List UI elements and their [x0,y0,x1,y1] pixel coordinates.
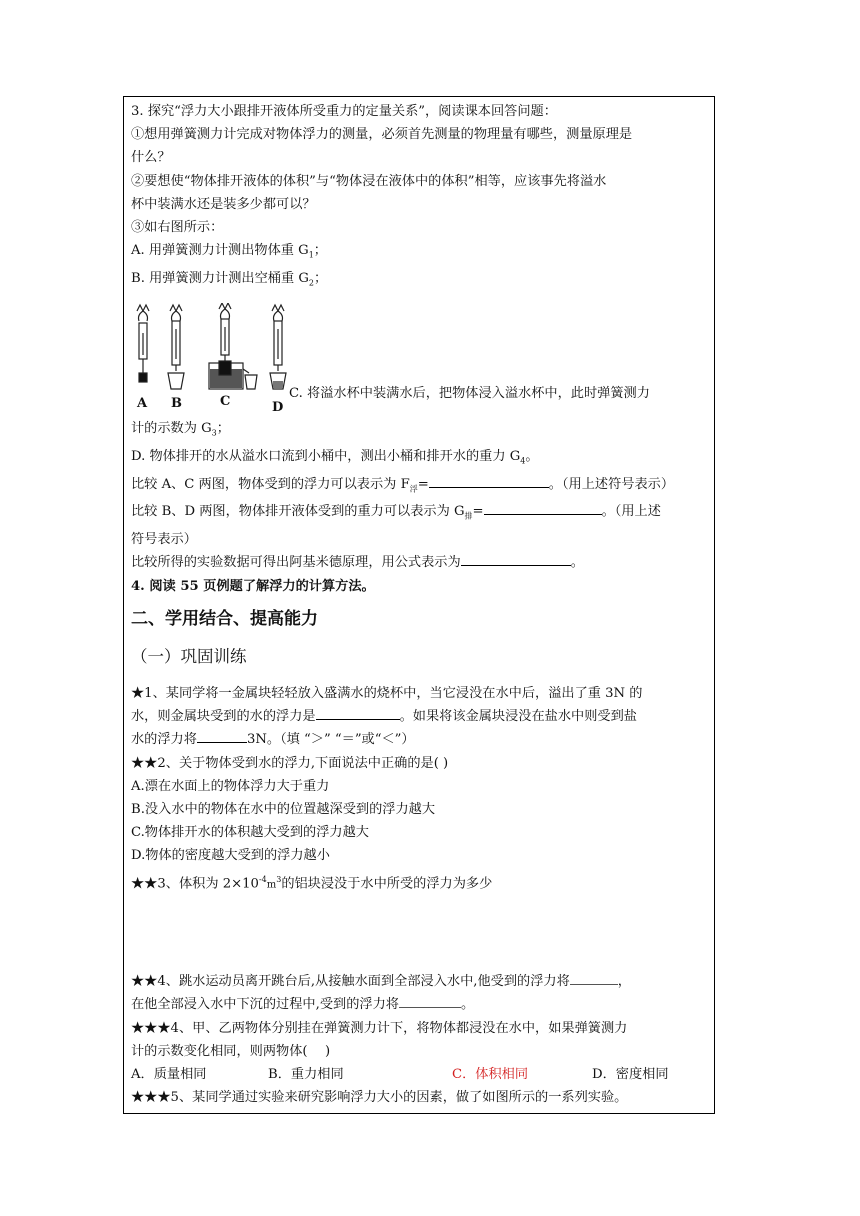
compare-bd-line2: 符号表示） [131,532,197,548]
archimedes-formula: 比较所得的实验数据可得出阿基米德原理，用公式表示为 。 [131,551,713,574]
answer-blank-buoyancy[interactable] [429,473,549,488]
experiment-figure [131,303,291,413]
experiment-figure-row [131,303,713,413]
answer-blank-e4-b[interactable] [399,993,461,1008]
q2-line1: ②要想使“物体排开液体的体积”与“物体浸在液体中的体积”相等，应该事先将溢水 [131,173,607,189]
fig-label-b: B [171,395,182,411]
exercise-5-option-d: D．密度相同 [592,1066,669,1082]
compare-ac: 比较 A、C 两图，物体受到的浮力可以表示为 $F_浮=$ 。（用上述符号表示） [131,473,713,501]
fig-label-a: A [137,395,148,411]
exercise-4-line1: ★★4、跳水运动员离开跳台后,从接触水面到全部浸入水中,他受到的浮力将 ， [131,970,713,993]
exercise-1-line2: 水，则金属块受到的水的浮力是 。如果将该金属块浸没在盐水中则受到盐 [131,705,713,728]
exercise-5-option-c: C．体积相同 [452,1066,529,1082]
step-b: B. 用弹簧测力计测出空桶重 $G_2$； [131,271,328,288]
exercise-2-option-b: B.没入水中的物体在水中的位置越深受到的浮力越大 [131,801,436,817]
section3-title: 3. 探究“浮力大小跟排开液体所受重力的定量关系”，阅读课本回答问题： [131,104,557,119]
exercise-2-option-a: A.漂在水面上的物体浮力大于重力 [131,778,330,794]
answer-blank-e4-a[interactable] [570,970,618,985]
worksheet-content [131,100,713,1109]
step-c-line2: 计的示数为 $G_3$； [131,420,230,438]
subsection-heading: （一）巩固训练 [131,646,247,666]
exercise-4-line2: 在他全部浸入水中下沉的过程中,受到的浮力将 。 [131,993,713,1016]
exercise-1-line1: ★1、某同学将一金属块轻轻放入盛满水的烧杯中，当它浸没在水中后，溢出了重 3N 的 [131,685,643,701]
exercise-5-option-a: A．质量相同 [131,1066,207,1082]
exercise-6: ★★★5、某同学通过实验来研究影响浮力大小的因素，做了如图所示的一系列实验。 [131,1090,628,1106]
answer-blank-formula[interactable] [461,551,571,566]
q2-line2: 杯中装满水还是装多少都可以？ [131,196,316,212]
step-c-line1: C. 将溢水杯中装满水后，把物体浸入溢水杯中，此时弹簧测力 [289,385,650,401]
item-4: 4. 阅读 55 页例题了解浮力的计算方法。 [131,578,375,594]
exercise-5-line1: ★★★4、甲、乙两物体分别挂在弹簧测力计下，将物体都浸没在水中，如果弹簧测力 [131,1020,628,1036]
exercise-2-option-d: D.物体的密度越大受到的浮力越小 [131,848,330,864]
q3-intro: ③如右图所示： [131,220,224,236]
q1-line1: ①想用弹簧测力计完成对物体浮力的测量，必须首先测量的物理量有哪些，测量原理是 [131,127,633,143]
step-d: D. 物体排开的水从溢水口流到小桶中，测出小桶和排开水的重力 $G_4$。 [131,448,539,466]
section-heading-2: 二、学用结合、提高能力 [131,608,318,629]
exercise-5-options [131,1063,713,1086]
exercise-2: ★★2、关于物体受到水的浮力,下面说法中正确的是( ) [131,755,449,771]
step-a: A. 用弹簧测力计测出物体重 $G_1$； [131,243,327,260]
exercise-1-line3: 水的浮力将 3N。（填 “＞” “＝”或“＜”） [131,728,713,751]
exercise-5-option-b: B．重力相同 [268,1066,344,1082]
exercise-2-option-c: C.物体排开水的体积越大受到的浮力越大 [131,825,369,841]
answer-blank-displaced-weight[interactable] [484,500,602,515]
exercise-3: ★★3、体积为 $2\times 10^{-4}m^3$的铝块浸没于水中所受的浮力为多少 [131,874,493,891]
answer-blank-e1-compare[interactable] [197,728,247,743]
exercise-5-line2: 计的示数变化相同，则两物体( ) [131,1043,331,1059]
fig-label-c: C [220,393,231,409]
compare-bd: 比较 B、D 两图，物体排开液体受到的重力可以表示为 $G_排=$ 。（用上述 [131,500,713,528]
exercise-3-answer-space[interactable] [131,896,713,970]
answer-blank-e1-force[interactable] [316,705,400,720]
q1-line2: 什么？ [131,150,171,166]
fig-label-d: D [272,399,284,413]
